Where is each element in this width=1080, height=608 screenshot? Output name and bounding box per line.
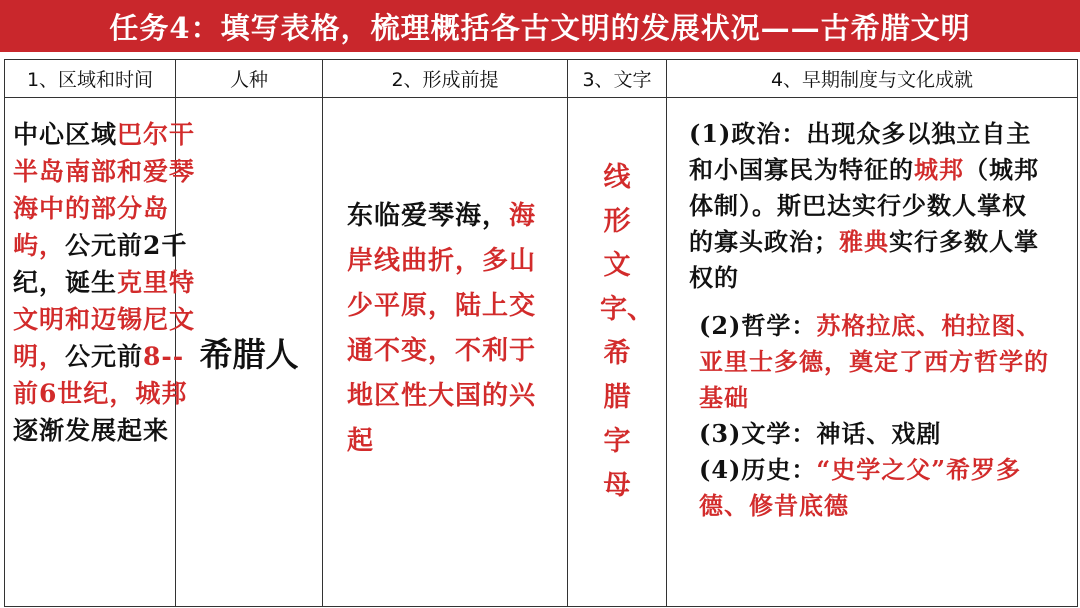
history-label: (4)历史：: [699, 455, 817, 484]
task-title: 任务4：填写表格，梳理概括各古文明的发展状况——古希腊文明: [109, 10, 971, 45]
header-premise: 2、形成前提: [323, 60, 568, 98]
philosophy-text: [689, 308, 1049, 416]
politics-city-state: 城邦: [914, 155, 964, 184]
task-title-banner: [0, 0, 1080, 52]
philosophy-label: (2)哲学：: [699, 311, 817, 340]
early-civilizations: 克里特文明和迈锡尼文明，: [13, 268, 196, 371]
cell-achievements: [667, 98, 1078, 607]
premise-geo: 东临爱琴海，: [347, 201, 510, 231]
premise-text: [347, 194, 547, 464]
politics-athens: 雅典: [839, 227, 889, 256]
civilization-table: [4, 59, 1078, 607]
city-state-term: 城邦: [135, 379, 188, 408]
period-text-1: 公元前2千纪，诞生: [13, 231, 188, 297]
region-time-text: [13, 116, 203, 449]
header-race: 人种: [176, 60, 323, 98]
region-value: 巴尔干半岛南部和爱琴海中的部分岛屿，: [13, 120, 196, 260]
region-label: 中心区域: [13, 120, 118, 149]
header-region-time: 1、区域和时间: [5, 60, 176, 98]
history-text: [689, 452, 1049, 524]
table-row: [5, 98, 1078, 607]
politics-athens-desc: 实行多数人掌权的: [689, 227, 1039, 292]
politics-intro: (1)政治：出现众多以独立自主和小国寡民为特征的: [689, 119, 1032, 184]
cell-premise: [323, 98, 568, 607]
race-value: 希腊人: [199, 334, 299, 374]
period-range: 8--前6世纪，: [13, 342, 185, 408]
philosophy-value: 苏格拉底、柏拉图、亚里士多德，奠定了西方哲学的基础: [699, 311, 1049, 412]
header-achievements: 4、早期制度与文化成就: [667, 60, 1078, 98]
table-header-row: [5, 60, 1078, 98]
literature-text: (3)文学：神话、戏剧: [699, 419, 942, 448]
cell-script: [568, 98, 667, 607]
period-text-3: 逐渐发展起来: [13, 416, 170, 445]
cell-race: [176, 98, 323, 607]
premise-detail: 海岸线曲折，多山少平原，陆上交通不变，不利于地区性大国的兴起: [347, 201, 537, 456]
period-text-2: 公元前: [65, 342, 144, 371]
history-value: “史学之父”希罗多德、修昔底德: [699, 455, 1022, 520]
cell-region-time: [5, 98, 196, 607]
politics-text: [689, 116, 1049, 296]
header-script: 3、文字: [568, 60, 667, 98]
politics-sparta: （城邦体制）。斯巴达实行少数人掌权的寡头政治；: [689, 155, 1039, 256]
script-value: 线形文字、希腊字母: [600, 162, 654, 501]
